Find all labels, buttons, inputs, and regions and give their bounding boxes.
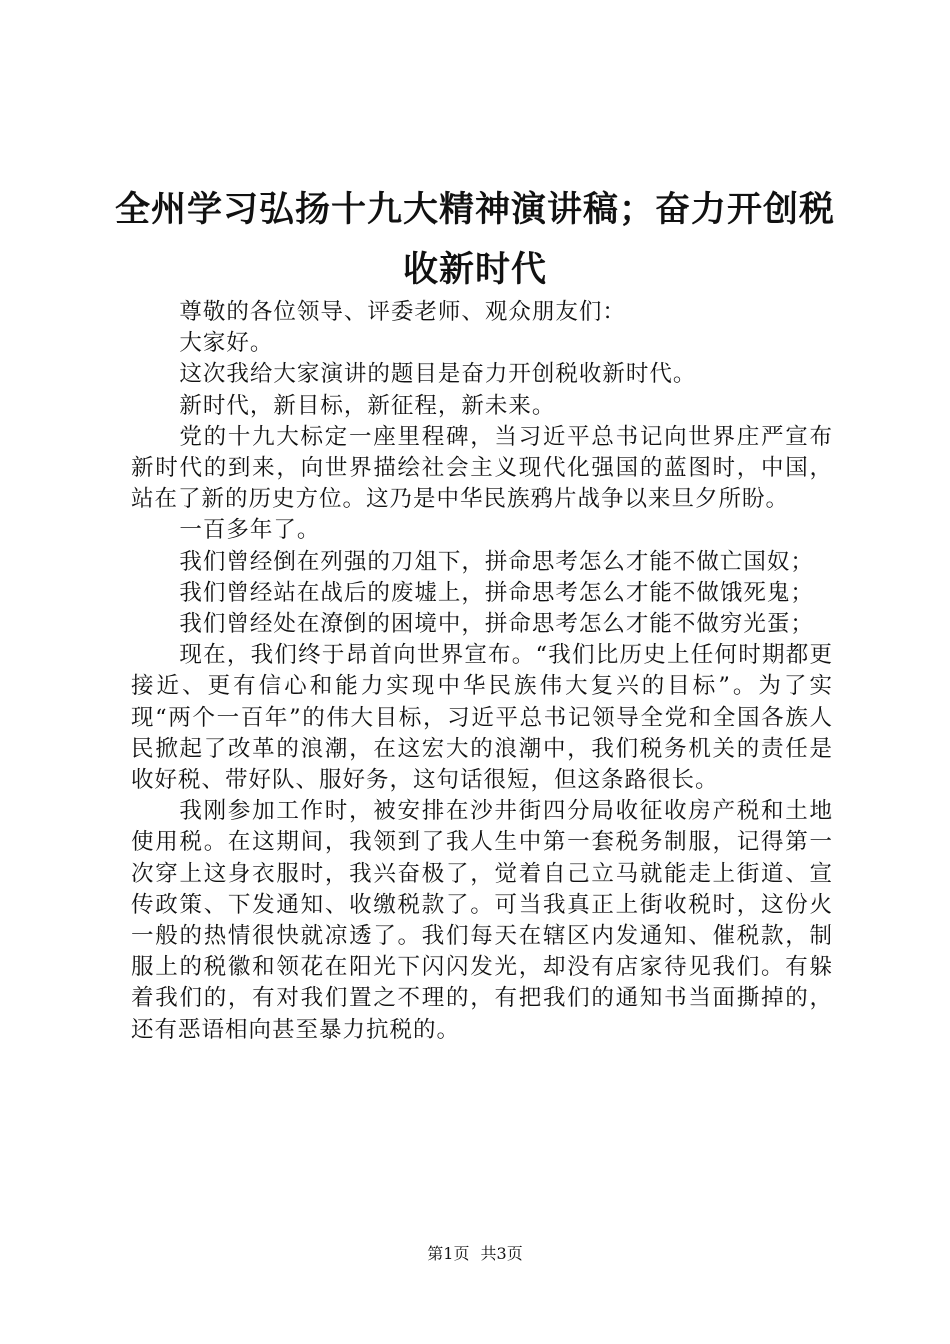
page-total: 共3页 <box>480 1244 523 1263</box>
page-number: 第1页 <box>427 1244 470 1263</box>
document-body <box>131 297 833 1046</box>
paragraph: 新时代，新目标，新征程，新未来。 <box>179 392 556 419</box>
paragraph: 尊敬的各位领导、评委老师、观众朋友们： <box>179 299 626 325</box>
paragraph: 我刚参加工作时，被安排在沙井街四分局收征收房产税和土地使用税。在这期间，我领到了我人生中第一套税务制服，记得第一次穿上这身衣服时，我兴奋极了，觉着自己立马就能走上街道、宣传政策、下发通知、收缴税款了。可当我真正上街收税时，这份火一般的热情很快就凉透了。我们每天在辖区内发通知、催税款，制服上的税徽和领花在阳光下闪闪发光，却没有店家待见我们。有躲着我们的，有对我们置之不理的，有把我们的通知书当面撕掉的，还有恶语相向甚至暴力抗税的。 <box>131 798 833 1043</box>
page-footer <box>0 1242 950 1266</box>
paragraph: 党的十九大标定一座里程碑，当习近平总书记向世界庄严宣布新时代的到来，向世界描绘社会主义现代化强国的蓝图时，中国，站在了新的历史方位。这乃是中华民族鸦片战争以来旦夕所盼。 <box>131 423 833 513</box>
paragraph: 这次我给大家演讲的题目是奋力开创税收新时代。 <box>179 361 697 388</box>
paragraph: 我们曾经站在战后的废墟上，拼命思考怎么才能不做饿死鬼； <box>179 579 814 606</box>
paragraph: 我们曾经倒在列强的刀俎下，拼命思考怎么才能不做亡国奴； <box>179 548 814 575</box>
paragraph: 一百多年了。 <box>179 517 321 544</box>
paragraph: 大家好。 <box>179 330 274 357</box>
paragraph: 现在，我们终于昂首向世界宣布。“我们比历史上任何时期都更接近、更有信心和能力实现中华民族伟大复兴的目标”。为了实现“两个一百年”的伟大目标，习近平总书记领导全党和全国各族人民掀起了改革的浪潮，在这宏大的浪潮中，我们税务机关的责任是收好税、带好队、服好务，这句话很短，但这条路很长。 <box>131 642 833 794</box>
paragraph: 我们曾经处在潦倒的困境中，拼命思考怎么才能不做穷光蛋； <box>179 611 814 638</box>
document-title: 全州学习弘扬十九大精神演讲稿；奋力开创税收新时代 <box>114 190 835 290</box>
